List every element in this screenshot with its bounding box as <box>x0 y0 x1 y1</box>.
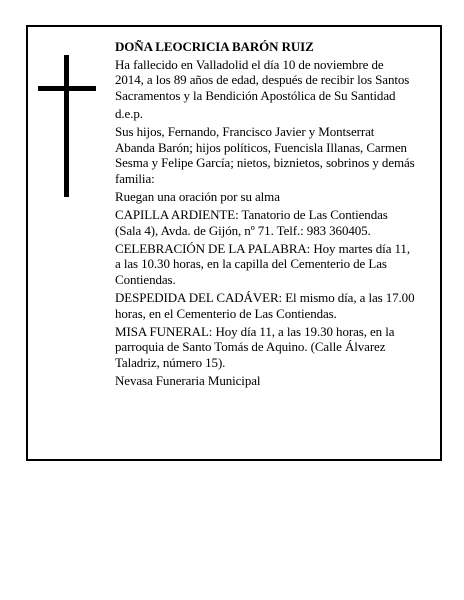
funeral-home: Nevasa Funeraria Municipal <box>115 372 261 388</box>
family-list: Sus hijos, Fernando, Francisco Javier y Montserrat Abanda Barón; hijos políticos, Fuencisla Illanas, Carmen Sesma y Felipe García; nietos, biznietos, sobrinos y demás familia: <box>115 123 415 186</box>
death-announcement: Ha fallecido en Valladolid el día 10 de noviembre de 2014, a los 89 años de edad, después de recibir los Santos Sacramentos y la Bendición Apostólica de Su Santidad <box>115 56 410 103</box>
obituary-text <box>115 39 415 391</box>
cross-horizontal-bar <box>38 86 96 91</box>
rip-text: d.e.p. <box>115 105 143 121</box>
deceased-name: DOÑA LEOCRICIA BARÓN RUIZ <box>115 39 314 54</box>
cross-vertical-bar <box>64 55 69 197</box>
celebration-info: CELEBRACIÓN DE LA PALABRA: Hoy martes día 11, a las 10.30 horas, en la capilla del Cementerio de Las Contiendas. <box>115 240 410 287</box>
chapel-info: CAPILLA ARDIENTE: Tanatorio de Las Contiendas (Sala 4), Avda. de Gijón, nº 71. Telf.: 983 360405. <box>115 206 388 238</box>
prayer-request: Ruegan una oración por su alma <box>115 188 280 204</box>
farewell-info: DESPEDIDA DEL CADÁVER: El mismo día, a las 17.00 horas, en el Cementerio de Las Contiendas. <box>115 289 415 321</box>
funeral-mass-info: MISA FUNERAL: Hoy día 11, a las 19.30 horas, en la parroquia de Santo Tomás de Aquino. (Calle Álvarez Taladriz, número 15). <box>115 323 395 370</box>
